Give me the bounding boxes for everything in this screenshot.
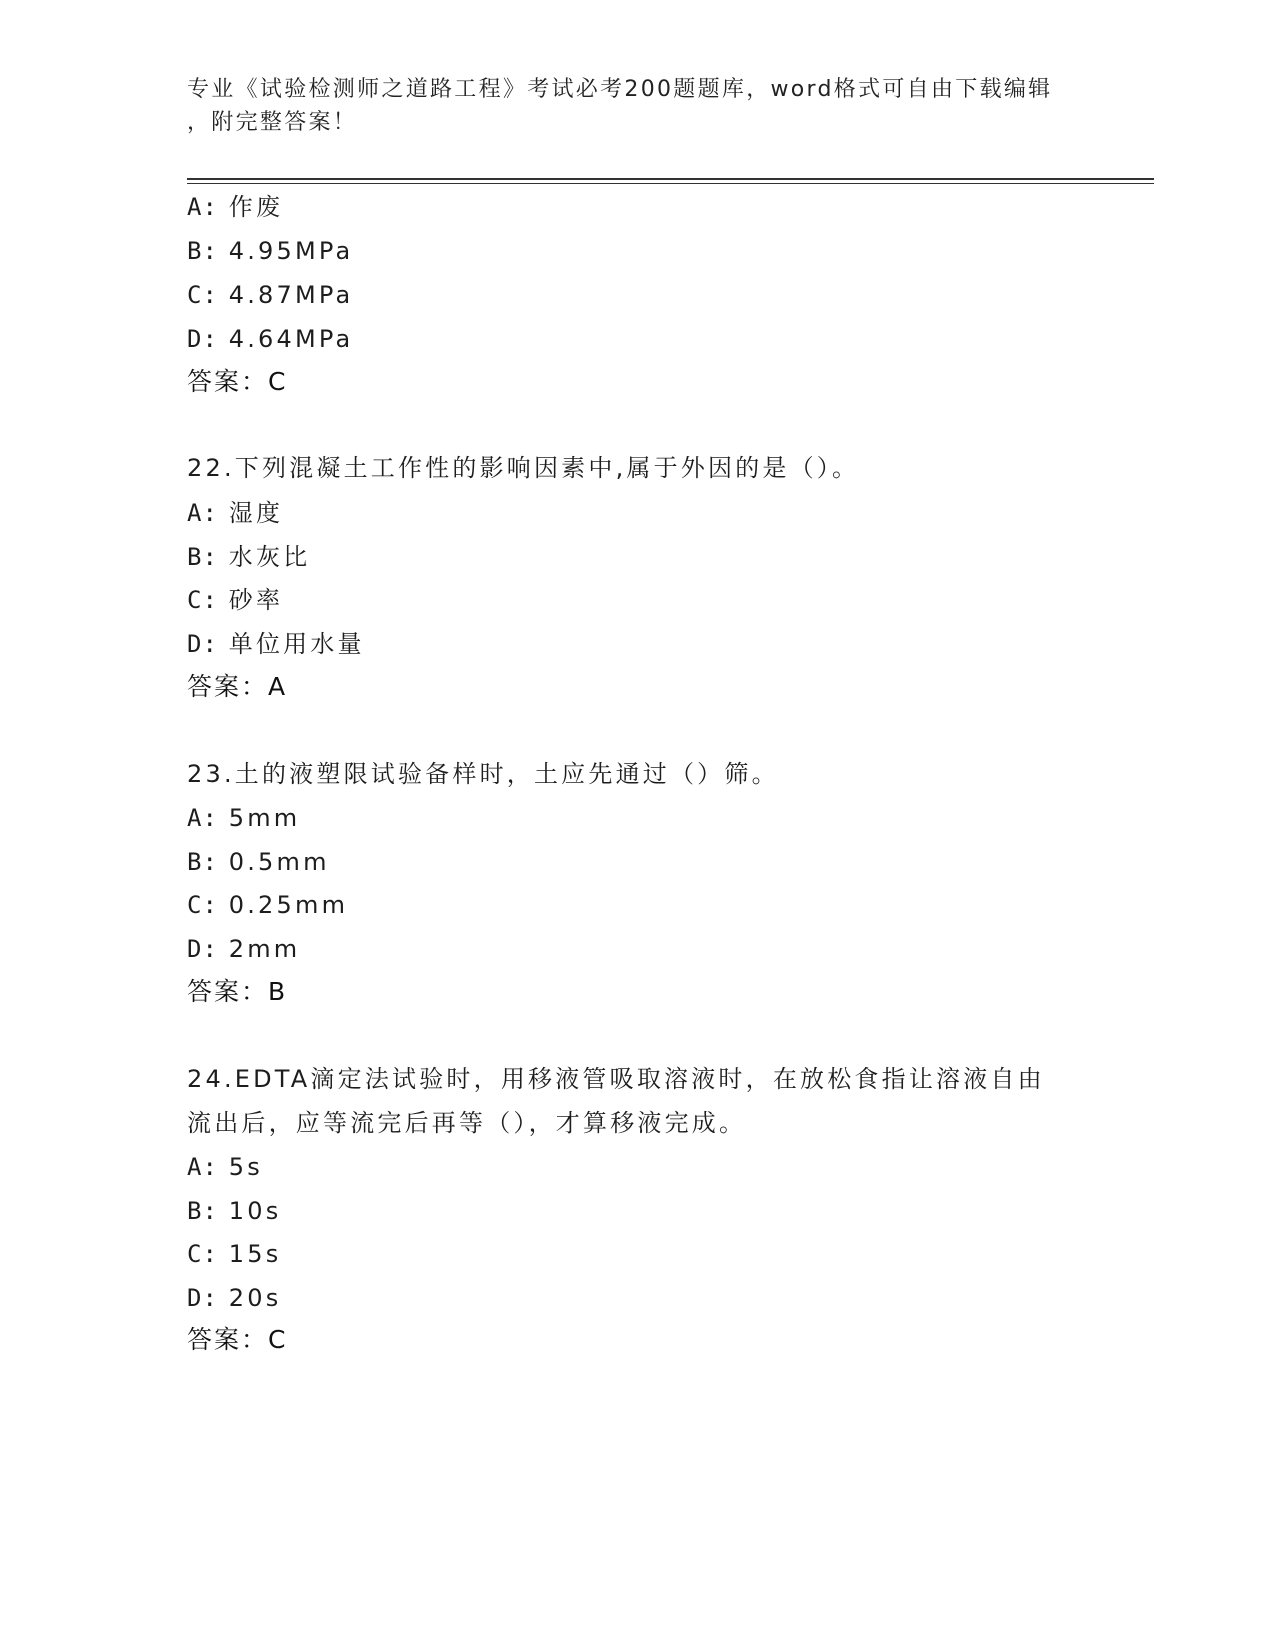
document-title-continuation: ，附完整答案！ xyxy=(187,110,358,135)
option-d: D: 2mm xyxy=(187,935,301,963)
question-stem: 22.下列混凝土工作性的影响因素中,属于外因的是（）。 xyxy=(187,454,860,482)
document-title: 专业《试验检测师之道路工程》考试必考200题题库，word格式可自由下载编辑 xyxy=(187,77,1053,102)
option-b: B: 4.95MPa xyxy=(187,237,354,265)
option-a: A: 5mm xyxy=(187,804,301,832)
option-d: D: 20s xyxy=(187,1284,282,1312)
option-b: B: 0.5mm xyxy=(187,848,330,876)
question-stem: 23.土的液塑限试验备样时，土应先通过（）筛。 xyxy=(187,760,779,788)
option-c: C: 砂率 xyxy=(187,586,284,614)
question-stem-line-1: 24.EDTA滴定法试验时，用移液管吸取溶液时，在放松食指让溶液自由 xyxy=(187,1065,1045,1093)
answer-label: 答案：B xyxy=(187,977,288,1006)
header-divider-thick xyxy=(187,178,1154,180)
option-a: A: 作废 xyxy=(187,193,284,221)
option-a: A: 湿度 xyxy=(187,499,284,527)
header-divider-thin xyxy=(187,183,1154,184)
option-b: B: 10s xyxy=(187,1197,282,1225)
option-d: D: 4.64MPa xyxy=(187,325,354,353)
option-b: B: 水灰比 xyxy=(187,543,311,571)
answer-label: 答案：C xyxy=(187,367,288,396)
answer-label: 答案：A xyxy=(187,672,288,701)
option-c: C: 0.25mm xyxy=(187,891,349,919)
question-stem-line-2: 流出后，应等流完后再等（），才算移液完成。 xyxy=(187,1109,747,1137)
answer-label: 答案：C xyxy=(187,1325,288,1354)
option-c: C: 15s xyxy=(187,1240,282,1268)
option-d: D: 单位用水量 xyxy=(187,630,365,658)
option-c: C: 4.87MPa xyxy=(187,281,354,309)
option-a: A: 5s xyxy=(187,1153,263,1181)
